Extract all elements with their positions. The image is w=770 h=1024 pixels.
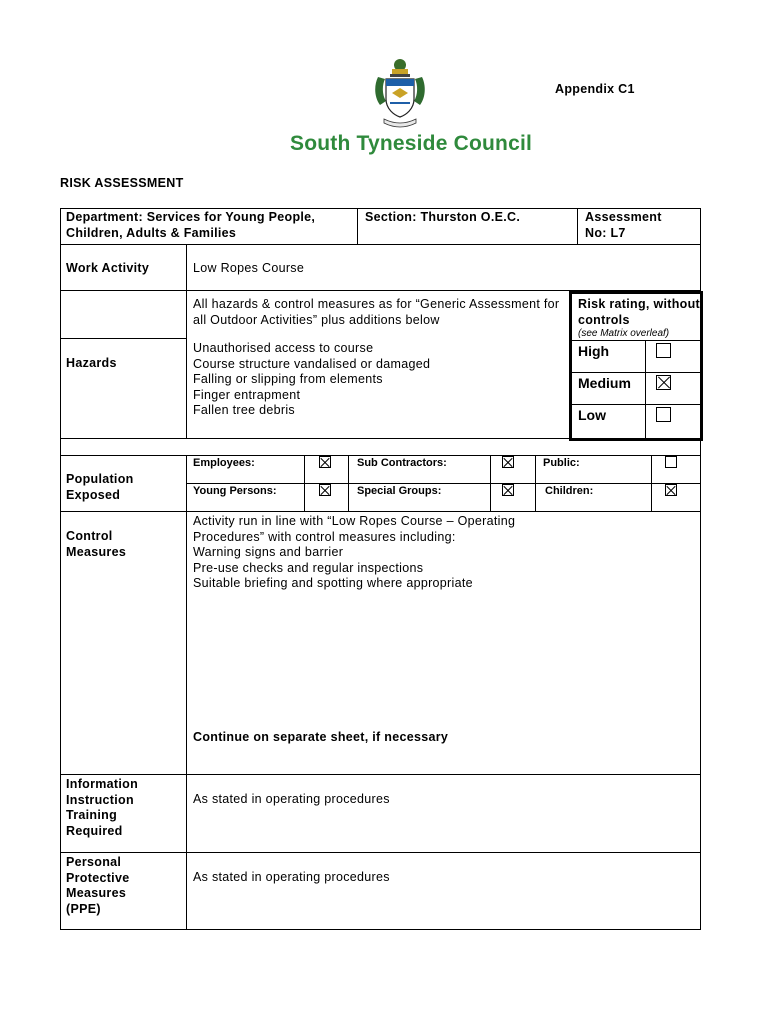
hazards-intro: All hazards & control measures as for “Generic Assessment for all Outdoor Activities” plus additions below: [193, 297, 560, 327]
risk-medium-checkbox[interactable]: [656, 375, 671, 390]
work-activity-label: Work Activity: [66, 261, 150, 275]
appendix-label: Appendix C1: [555, 82, 635, 96]
information-value: As stated in operating procedures: [193, 792, 390, 806]
sub-contractors-label: Sub Contractors:: [357, 457, 447, 469]
information-label: Information Instruction Training Required: [66, 777, 139, 838]
page-title: RISK ASSESSMENT: [60, 176, 184, 190]
council-name: South Tyneside Council: [290, 132, 533, 155]
hazard-item: Falling or slipping from elements: [193, 372, 383, 386]
risk-rating-box: [569, 291, 703, 441]
young-persons-label: Young Persons:: [193, 485, 277, 497]
hazard-item: Fallen tree debris: [193, 403, 295, 417]
risk-high-label: High: [578, 343, 610, 359]
hazard-item: Course structure vandalised or damaged: [193, 356, 431, 371]
risk-low-checkbox[interactable]: [656, 407, 671, 422]
hazards-label: Hazards: [66, 356, 117, 370]
young-persons-checkbox[interactable]: [319, 484, 331, 496]
control-measures-text: Activity run in line with “Low Ropes Course – Operating Procedures” with control measures including: Warning signs and barrier Pre-use checks and regular inspections Suitable briefing and spotting where appropriate: [193, 514, 516, 590]
section-field: Section: Thurston O.E.C.: [365, 210, 521, 224]
public-label: Public:: [543, 457, 580, 469]
children-label: Children:: [545, 485, 594, 497]
department-field: Department: Services for Young People, Children, Adults & Families: [66, 210, 316, 240]
ppe-label: Personal Protective Measures (PPE): [66, 855, 130, 916]
hazard-item: Finger entrapment: [193, 387, 301, 402]
special-groups-checkbox[interactable]: [502, 484, 514, 496]
risk-rating-title: Risk rating, without controls: [578, 297, 700, 327]
hazards-list: [193, 341, 430, 419]
public-checkbox[interactable]: [665, 456, 677, 468]
employees-label: Employees:: [193, 457, 255, 469]
work-activity-value: Low Ropes Course: [193, 261, 305, 275]
special-groups-label: Special Groups:: [357, 485, 442, 497]
ppe-value: As stated in operating procedures: [193, 870, 390, 884]
risk-rating-note: (see Matrix overleaf): [578, 328, 670, 339]
children-checkbox[interactable]: [665, 484, 677, 496]
population-label: Population Exposed: [66, 472, 134, 502]
continue-note: Continue on separate sheet, if necessary: [193, 730, 449, 744]
sub-contractors-checkbox[interactable]: [502, 456, 514, 468]
hazard-item: Unauthorised access to course: [193, 341, 374, 355]
risk-medium-label: Medium: [578, 375, 631, 391]
employees-checkbox[interactable]: [319, 456, 331, 468]
risk-high-checkbox[interactable]: [656, 343, 671, 358]
council-crest-logo: [372, 55, 428, 129]
risk-low-label: Low: [578, 407, 606, 423]
control-measures-label: Control Measures: [66, 529, 127, 559]
assessment-number: Assessment No: L7: [585, 210, 662, 240]
